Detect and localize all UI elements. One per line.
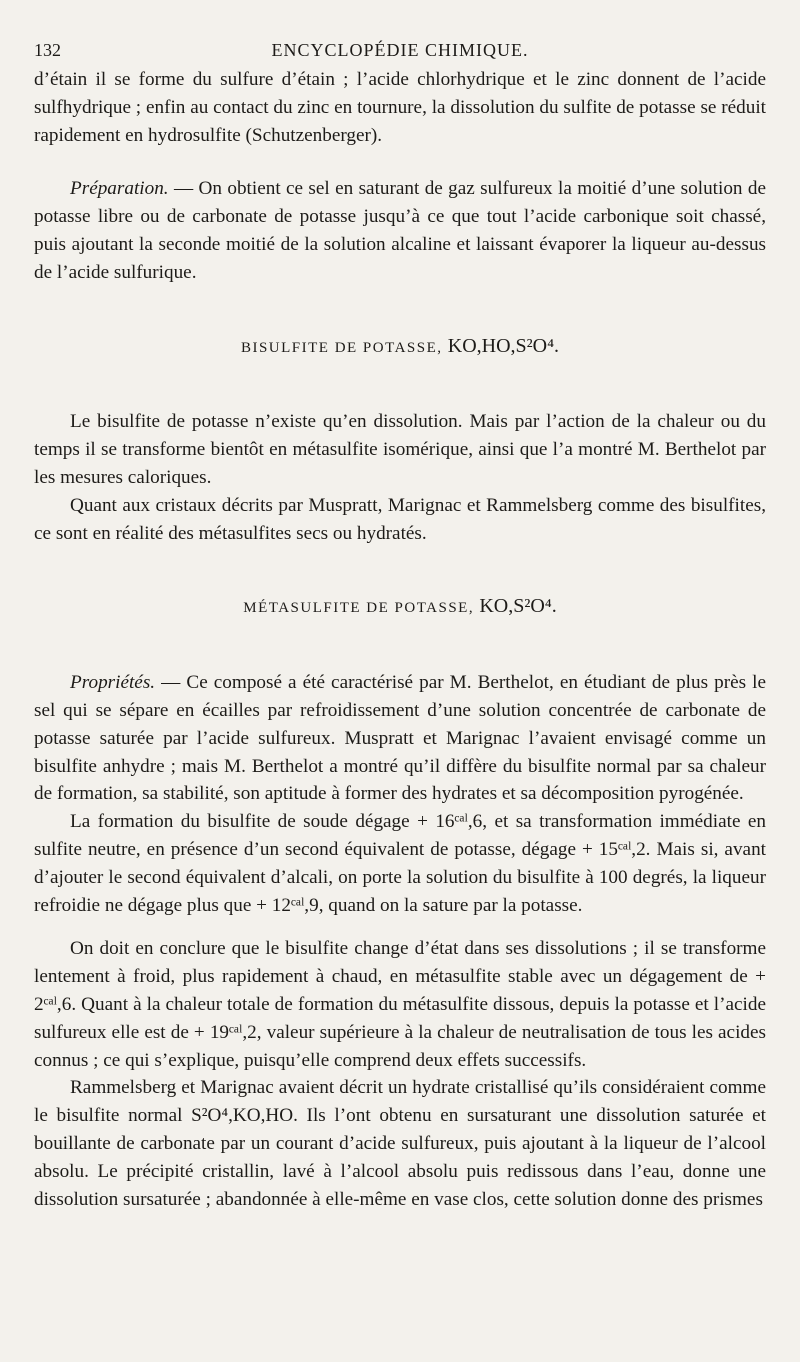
section-label: Préparation.	[70, 178, 169, 200]
running-title: ENCYCLOPÉDIE CHIMIQUE.	[271, 40, 529, 60]
section-label: Propriétés.	[70, 672, 156, 694]
paragraph: Rammelsberg et Marignac avaient décrit un hydrate cristallisé qu’ils considéraient comme le bisulfite normal S²O⁴,KO,HO. Ils l’ont obtenu en sursaturant une dissolution saturée et bouillante de carbonate par un courant d’acide sulfureux, puis ajoutant à la liqueur de l’alcool absolu. Le précipité cristallin, lavé à l’alcool absolu puis redissous dans l’eau, donne une dissolution sursaturée ; abandonnée à elle-même en vase clos, cette solution donne des prismes	[34, 1077, 766, 1210]
page-body	[34, 66, 766, 1213]
paragraph: Propriétés. — Ce composé a été caractérisé par M. Berthelot, en étudiant de plus près le sel qui se sépare en écailles par refroidissement d’une solution concentrée de carbonate de potasse saturée par l’acide sulfureux. Muspratt et Marignac l’avaient envisagé comme un bisulfite anhydre ; mais M. Berthelot a montré qu’il diffère du bisulfite normal par sa chaleur de formation, sa stabilité, son aptitude à former des hydrates et sa décomposition pyrogénée.	[34, 672, 766, 805]
paragraph: On doit en conclure que le bisulfite change d’état dans ses dissolutions ; il se transforme lentement à froid, plus rapidement à chaud, en métasulfite stable avec un dégagement de + 2ᶜᵃˡ,6. Quant à la chaleur totale de formation du métasulfite dissous, depuis la potasse et l’acide sulfureux elle est de + 19ᶜᵃˡ,2, valeur supérieure à la chaleur de neutralisation de tous les acides connus ; ce qui s’explique, puisqu’elle comprend deux effets successifs.	[34, 938, 766, 1071]
paragraph: Préparation. — On obtient ce sel en saturant de gaz sulfureux la moitié d’une solution de potasse libre ou de carbonate de potasse jusqu’à ce que tout l’acide carbonique soit chassé, puis ajoutant la seconde moitié de la solution alcaline et laissant évaporer la liqueur au-dessus de l’acide sulfurique.	[34, 178, 766, 283]
page-number: 132	[34, 40, 61, 60]
chemical-formula: KO,S²O⁴.	[479, 595, 557, 618]
chemical-formula: KO,HO,S²O⁴.	[447, 334, 560, 357]
paragraph: La formation du bisulfite de soude dégage + 16ᶜᵃˡ,6, et sa transformation immédiate en sulfite neutre, en présence d’un second équivalent de potasse, dégage + 15ᶜᵃˡ,2. Mais si, avant d’ajouter le second équivalent d’alcali, on porte la solution du bisulfite à 100 degrés, la liqueur refroidie ne dégage plus que + 12ᶜᵃˡ,9, quand on la sature par la potasse.	[34, 811, 766, 916]
page-header	[34, 40, 766, 66]
section-heading: BISULFITE DE POTASSE, KO,HO,S²O⁴.	[240, 334, 560, 357]
section-heading: MÉTASULFITE DE POTASSE, KO,S²O⁴.	[243, 595, 557, 618]
paragraph: d’étain il se forme du sulfure d’étain ; l’acide chlorhydrique et le zinc donnent de l’acide sulfhydrique ; enfin au contact du zinc en tournure, la dissolution du sulfite de potasse se réduit rapidement en hydrosulfite (Schutzenberger).	[34, 69, 766, 146]
paragraph: Le bisulfite de potasse n’existe qu’en dissolution. Mais par l’action de la chaleur ou du temps il se transforme bientôt en métasulfite isomérique, ainsi que l’a montré M. Berthelot par les mesures caloriques.	[34, 411, 766, 488]
paragraph: Quant aux cristaux décrits par Muspratt, Marignac et Rammelsberg comme des bisulfites, ce sont en réalité des métasulfites secs ou hydratés.	[34, 494, 766, 544]
